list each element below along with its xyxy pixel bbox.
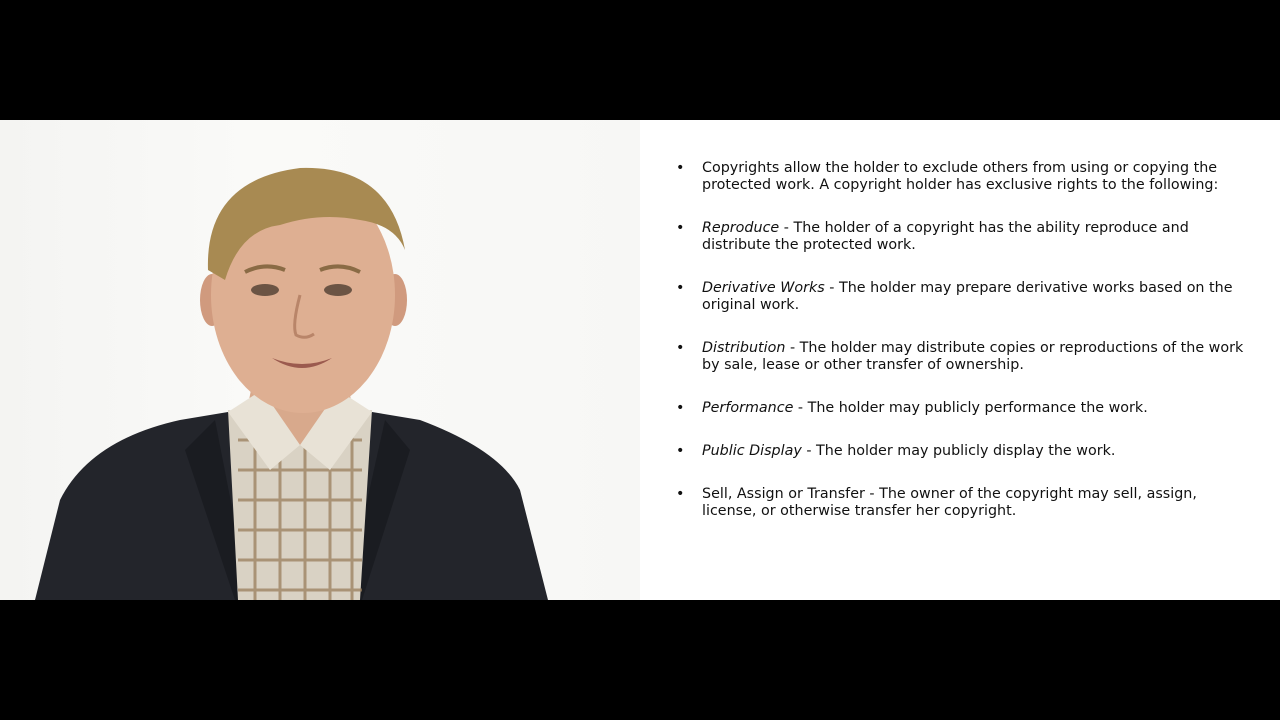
bullet-derivative-works [676,280,1246,314]
bullet-list [676,160,1246,546]
eye-right [324,284,352,296]
bullet-term: Derivative Works [702,280,825,296]
presenter-video [0,120,640,600]
bullet-term: Reproduce [702,220,780,236]
bullet-text: - The holder may publicly performance the work. [793,400,1148,416]
bullet-term: Public Display [702,443,802,459]
bullet-reproduce [676,220,1246,254]
bullet-intro [676,160,1246,194]
letterbox-bottom [0,600,1280,720]
bullet-text: - The holder may prepare derivative works based on the original work. [702,280,1233,313]
presenter-figure [0,120,640,600]
bullet-text: Copyrights allow the holder to exclude others from using or copying the protected work. A copyright holder has exclusive rights to the following: [702,160,1219,193]
letterbox-top [0,0,1280,120]
bullet-text: - The holder may publicly display the work. [801,443,1116,459]
bullet-text: - The holder may distribute copies or reproductions of the work by sale, lease or other transfer of ownership. [702,340,1244,373]
bullet-text: Sell, Assign or Transfer - The owner of the copyright may sell, assign, license, or otherwise transfer her copyright. [702,486,1197,519]
eye-left [251,284,279,296]
slide-panel [640,120,1280,600]
bullet-sell-assign-transfer [676,486,1246,520]
bullet-term: Distribution [702,340,786,356]
bullet-distribution [676,340,1246,374]
bullet-performance [676,400,1246,417]
bullet-term: Performance [702,400,794,416]
bullet-text: - The holder of a copyright has the ability reproduce and distribute the protected work. [702,220,1189,253]
bullet-public-display [676,443,1246,460]
